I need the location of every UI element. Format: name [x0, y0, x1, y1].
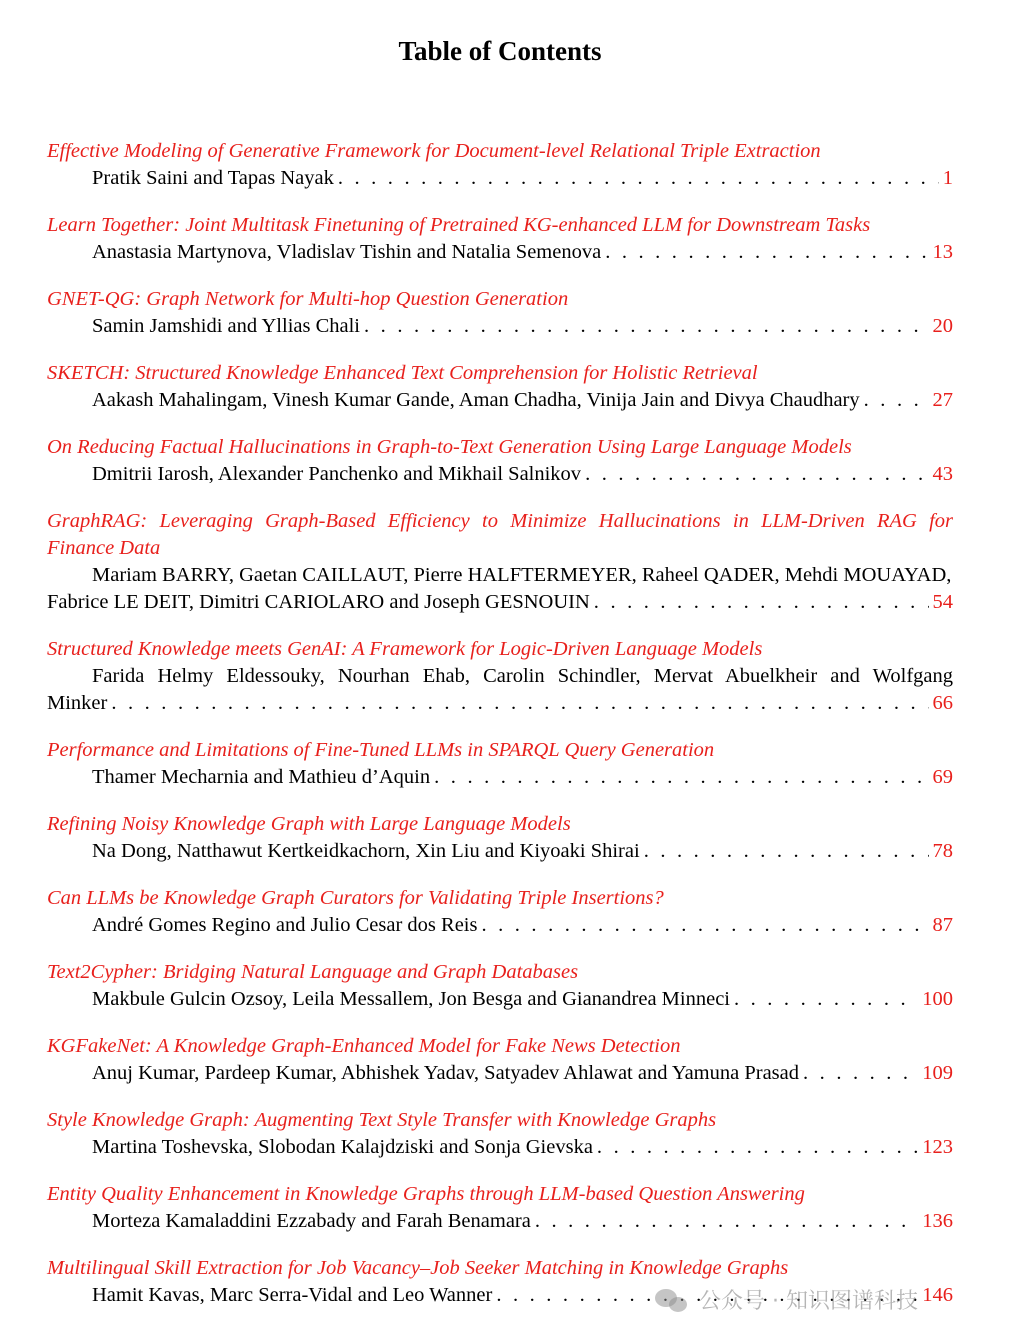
dot-leader — [364, 313, 928, 340]
toc-entry-page-number[interactable]: 27 — [932, 389, 953, 411]
toc-entry-title[interactable]: GNET-QG: Graph Network for Multi-hop Question Generation — [47, 288, 569, 310]
page-title: Table of Contents — [398, 36, 602, 66]
toc-entry-page-number[interactable]: 20 — [932, 315, 953, 337]
toc-entry-authors: Na Dong, Natthawut Kertkeidkachorn, Xin Liu and Kiyoaki Shirai — [92, 840, 640, 862]
dot-leader — [338, 165, 939, 192]
toc-entry-authors-block — [47, 562, 990, 589]
dot-leader — [535, 1208, 918, 1235]
toc-entry-authors: Martina Toshevska, Slobodan Kalajdziski and Sonja Gievska — [92, 1136, 593, 1158]
toc-entry-authors-line — [47, 165, 953, 192]
dot-leader — [734, 986, 918, 1013]
toc-entry — [47, 959, 953, 1013]
toc-entry — [47, 286, 953, 340]
toc-entry-page-number[interactable]: 123 — [922, 1136, 953, 1158]
toc-entry-title[interactable]: Refining Noisy Knowledge Graph with Large Language Models — [47, 813, 571, 835]
dot-leader — [111, 690, 928, 717]
toc-entry-authors-line — [47, 912, 953, 939]
watermark — [655, 1284, 918, 1315]
dot-leader — [644, 838, 929, 865]
toc-entry-authors: Morteza Kamaladdini Ezzabady and Farah Benamara — [92, 1210, 531, 1232]
toc-entry-authors: Aakash Mahalingam, Vinesh Kumar Gande, Aman Chadha, Vinija Jain and Divya Chaudhary — [92, 389, 860, 411]
toc-entry-page-number[interactable]: 66 — [932, 692, 953, 714]
toc-entry-title[interactable]: Style Knowledge Graph: Augmenting Text Style Transfer with Knowledge Graphs — [47, 1109, 717, 1131]
toc-entry-authors: Thamer Mecharnia and Mathieu d’Aquin — [92, 766, 431, 788]
toc-entry-authors-line — [47, 986, 953, 1013]
toc-entry — [47, 212, 953, 266]
toc-entry-authors-line — [47, 239, 953, 266]
wechat-icon — [655, 1285, 691, 1315]
toc-entry-title[interactable]: On Reducing Factual Hallucinations in Graph-to-Text Generation Using Large Language Models — [47, 436, 852, 458]
toc-entry-authors-line — [47, 461, 953, 488]
toc-entry-authors-line — [47, 1134, 953, 1161]
dot-leader — [803, 1060, 918, 1087]
toc-entry-authors: Pratik Saini and Tapas Nayak — [92, 167, 334, 189]
toc-entry-authors-line — [47, 764, 953, 791]
toc-entry-title[interactable]: Can LLMs be Knowledge Graph Curators for Validating Triple Insertions? — [47, 887, 664, 909]
toc-entry-title[interactable]: Multilingual Skill Extraction for Job Vacancy–Job Seeker Matching in Knowledge Graphs — [47, 1257, 789, 1279]
toc-entry-page-number[interactable]: 100 — [922, 988, 953, 1010]
toc-entry — [47, 1181, 953, 1235]
dot-leader — [481, 912, 928, 939]
toc-entry — [47, 1033, 953, 1087]
toc-entry-page-number[interactable]: 54 — [932, 591, 953, 613]
toc-entry-authors-line — [47, 1208, 953, 1235]
toc-entry-title[interactable]: Structured Knowledge meets GenAI: A Framework for Logic-Driven Language Models — [47, 638, 763, 660]
toc-entry-page-number[interactable]: 136 — [922, 1210, 953, 1232]
toc-entry-page-number[interactable]: 13 — [932, 241, 953, 263]
toc-entry-authors: Mariam BARRY, Gaetan CAILLAUT, Pierre HALFTERMEYER, Raheel QADER, Mehdi MOUAYAD, — [92, 564, 952, 586]
toc-entry-authors: Anastasia Martynova, Vladislav Tishin and Natalia Semenova — [92, 241, 602, 263]
toc-entry-page-number[interactable]: 69 — [932, 766, 953, 788]
toc-entry-title[interactable]: Learn Together: Joint Multitask Finetuning of Pretrained KG-enhanced LLM for Downstream Tasks — [47, 214, 871, 236]
toc-entry-page-number[interactable]: 109 — [922, 1062, 953, 1084]
toc-entry-authors-line — [47, 1060, 953, 1087]
toc-entry-authors: André Gomes Regino and Julio Cesar dos Reis — [92, 914, 478, 936]
toc-entry-page-number[interactable]: 78 — [932, 840, 953, 862]
toc-entry — [47, 885, 953, 939]
dot-leader — [585, 461, 928, 488]
toc-entry-authors: Samin Jamshidi and Yllias Chali — [92, 315, 361, 337]
toc-entry-authors-line — [47, 387, 953, 414]
toc-list — [47, 138, 953, 1309]
toc-entry — [47, 138, 953, 192]
dot-leader — [434, 764, 928, 791]
toc-entry — [47, 434, 953, 488]
toc-entry-authors: Dmitrii Iarosh, Alexander Panchenko and Mikhail Salnikov — [92, 463, 582, 485]
toc-entry — [47, 811, 953, 865]
toc-entry — [47, 360, 953, 414]
toc-entry-authors-continued: Fabrice LE DEIT, Dimitri CARIOLARO and Joseph GESNOUIN — [47, 591, 590, 613]
watermark-label: 公众号 · 知识图谱科技 — [699, 1289, 918, 1314]
toc-entry-page-number[interactable]: 1 — [942, 167, 953, 189]
toc-entry — [47, 1107, 953, 1161]
toc-entry-authors-continued: Minker — [47, 692, 108, 714]
toc-entry-page-number[interactable]: 87 — [932, 914, 953, 936]
toc-entry-authors-line — [47, 690, 953, 717]
toc-entry-page-number[interactable]: 146 — [922, 1284, 953, 1306]
toc-entry-authors: Anuj Kumar, Pardeep Kumar, Abhishek Yadav, Satyadev Ahlawat and Yamuna Prasad — [92, 1062, 800, 1084]
toc-entry — [47, 737, 953, 791]
dot-leader — [605, 239, 928, 266]
dot-leader — [597, 1134, 918, 1161]
toc-entry-title[interactable]: Effective Modeling of Generative Framework for Document-level Relational Triple Extraction — [47, 140, 821, 162]
toc-entry-authors-line — [47, 589, 953, 616]
toc-entry-page-number[interactable]: 43 — [932, 463, 953, 485]
toc-entry — [47, 636, 953, 717]
toc-entry-authors: Makbule Gulcin Ozsoy, Leila Messallem, Jon Besga and Gianandrea Minneci — [92, 988, 730, 1010]
dot-leader — [594, 589, 929, 616]
dot-leader — [864, 387, 929, 414]
toc-entry-authors-line — [47, 313, 953, 340]
toc-entry-title[interactable]: Text2Cypher: Bridging Natural Language and Graph Databases — [47, 961, 579, 983]
toc-entry-title[interactable]: KGFakeNet: A Knowledge Graph-Enhanced Model for Fake News Detection — [47, 1035, 681, 1057]
toc-entry-authors: Hamit Kavas, Marc Serra-Vidal and Leo Wanner — [92, 1284, 493, 1306]
toc-entry-title[interactable]: Performance and Limitations of Fine-Tuned LLMs in SPARQL Query Generation — [47, 739, 715, 761]
toc-entry-authors: Farida Helmy Eldessouky, Nourhan Ehab, Carolin Schindler, Mervat Abuelkheir and Wolfgang — [92, 665, 953, 687]
toc-entry — [47, 508, 953, 616]
toc-entry-title[interactable]: SKETCH: Structured Knowledge Enhanced Text Comprehension for Holistic Retrieval — [47, 362, 758, 384]
toc-entry-authors-block — [47, 663, 953, 690]
toc-entry-title[interactable]: GraphRAG: Leveraging Graph-Based Efficiency to Minimize Hallucinations in LLM-Driven RAG for Finance Data — [47, 510, 953, 559]
toc-entry-title[interactable]: Entity Quality Enhancement in Knowledge Graphs through LLM-based Question Answering — [47, 1183, 805, 1205]
toc-entry-authors-line — [47, 838, 953, 865]
